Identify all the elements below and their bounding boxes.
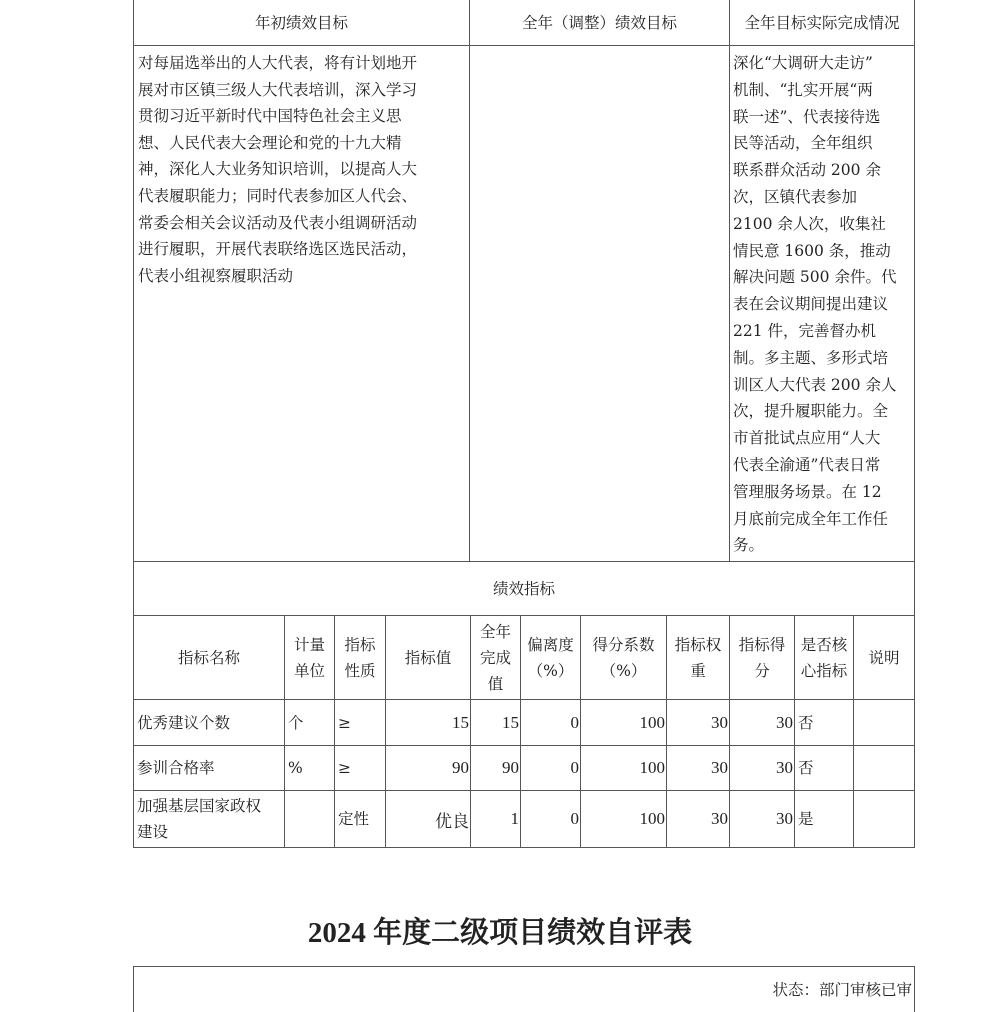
- cell-score: 30: [729, 699, 795, 746]
- cell-nature: ≥: [334, 699, 386, 746]
- cell-weight: 30: [666, 790, 730, 848]
- header-deviation: 偏离度 （%）: [520, 615, 581, 700]
- cell-unit: %: [284, 745, 335, 791]
- header-unit: 计量 单位: [284, 615, 335, 700]
- header-weight: 指标权 重: [666, 615, 730, 700]
- cell-unit: [284, 790, 335, 848]
- header-note: 说明: [853, 615, 915, 700]
- header-name: 指标名称: [133, 615, 285, 700]
- cell-coef: 100: [580, 699, 667, 746]
- cell-note: [853, 745, 915, 791]
- indicators-section-title: 绩效指标: [133, 561, 915, 616]
- cell-coef: 100: [580, 745, 667, 791]
- header-coef: 得分系数 （%）: [580, 615, 667, 700]
- initial-goal-text: 对每届选举出的人大代表，将有计划地开 展对市区镇三级人大代表培训，深入学习 贯彻习近平新时代中国特色社会主义思 想、人民代表大会理论和党的十九大精 神，深化人大业务知识培训，以提高人大 代表履职能力；同时代表参加区人代会、 常委会相关会议活动及代表小组调研活动 进行履职，开展代表联络选区选民活动， 代表小组视察履职活动: [133, 45, 470, 562]
- cell-weight: 30: [666, 745, 730, 791]
- cell-core: 是: [794, 790, 854, 848]
- cell-deviation: 0: [520, 790, 581, 848]
- cell-note: [853, 699, 915, 746]
- form-title: 2024 年度二级项目绩效自评表: [307, 917, 693, 949]
- cell-target: 优良: [385, 790, 471, 848]
- header-target: 指标值: [385, 615, 471, 700]
- header-score: 指标得 分: [729, 615, 795, 700]
- cell-note: [853, 790, 915, 848]
- actual-completion-text: 深化“大调研大走访” 机制、“扎实开展“两 联一述”、代表接待选 民等活动，全年组织 联系群众活动 200 余 次，区镇代表参加 2100 余人次，收集社 情民意 1600 条，推动 解决问题 500 余件。代 表在会议期间提出建议 221 件，完善督办机 制。多主题、多形式培 训区人大代表 200 余人 次，提升履职能力。全 市首批试点应用“人大 代表全渝通”代表日常 管理服务场景。在 12 月底前完成全年工作任 务。: [729, 45, 915, 562]
- cell-core: 否: [794, 699, 854, 746]
- cell-deviation: 0: [520, 699, 581, 746]
- cell-score: 30: [729, 790, 795, 848]
- cell-name: 参训合格率: [133, 745, 285, 791]
- header-nature: 指标 性质: [334, 615, 386, 700]
- cell-target: 15: [385, 699, 471, 746]
- header-initial-goal: 年初绩效目标: [133, 0, 470, 46]
- cell-core: 否: [794, 745, 854, 791]
- header-core: 是否核 心指标: [794, 615, 854, 700]
- cell-weight: 30: [666, 699, 730, 746]
- cell-nature: ≥: [334, 745, 386, 791]
- adjusted-goal-text: [469, 45, 730, 562]
- cell-unit: 个: [284, 699, 335, 746]
- cell-actual: 90: [470, 745, 521, 791]
- cell-score: 30: [729, 745, 795, 791]
- header-adjusted-goal: 全年（调整）绩效目标: [469, 0, 730, 46]
- header-actual: 全年 完成 值: [470, 615, 521, 700]
- status-text: 状态：部门审核已审: [772, 981, 912, 999]
- cell-actual: 1: [470, 790, 521, 848]
- cell-name: 加强基层国家政权 建设: [133, 790, 285, 848]
- cell-name: 优秀建议个数: [133, 699, 285, 746]
- cell-deviation: 0: [520, 745, 581, 791]
- cell-target: 90: [385, 745, 471, 791]
- cell-coef: 100: [580, 790, 667, 848]
- cell-nature: 定性: [334, 790, 386, 848]
- header-actual-completion: 全年目标实际完成情况: [729, 0, 915, 46]
- cell-actual: 15: [470, 699, 521, 746]
